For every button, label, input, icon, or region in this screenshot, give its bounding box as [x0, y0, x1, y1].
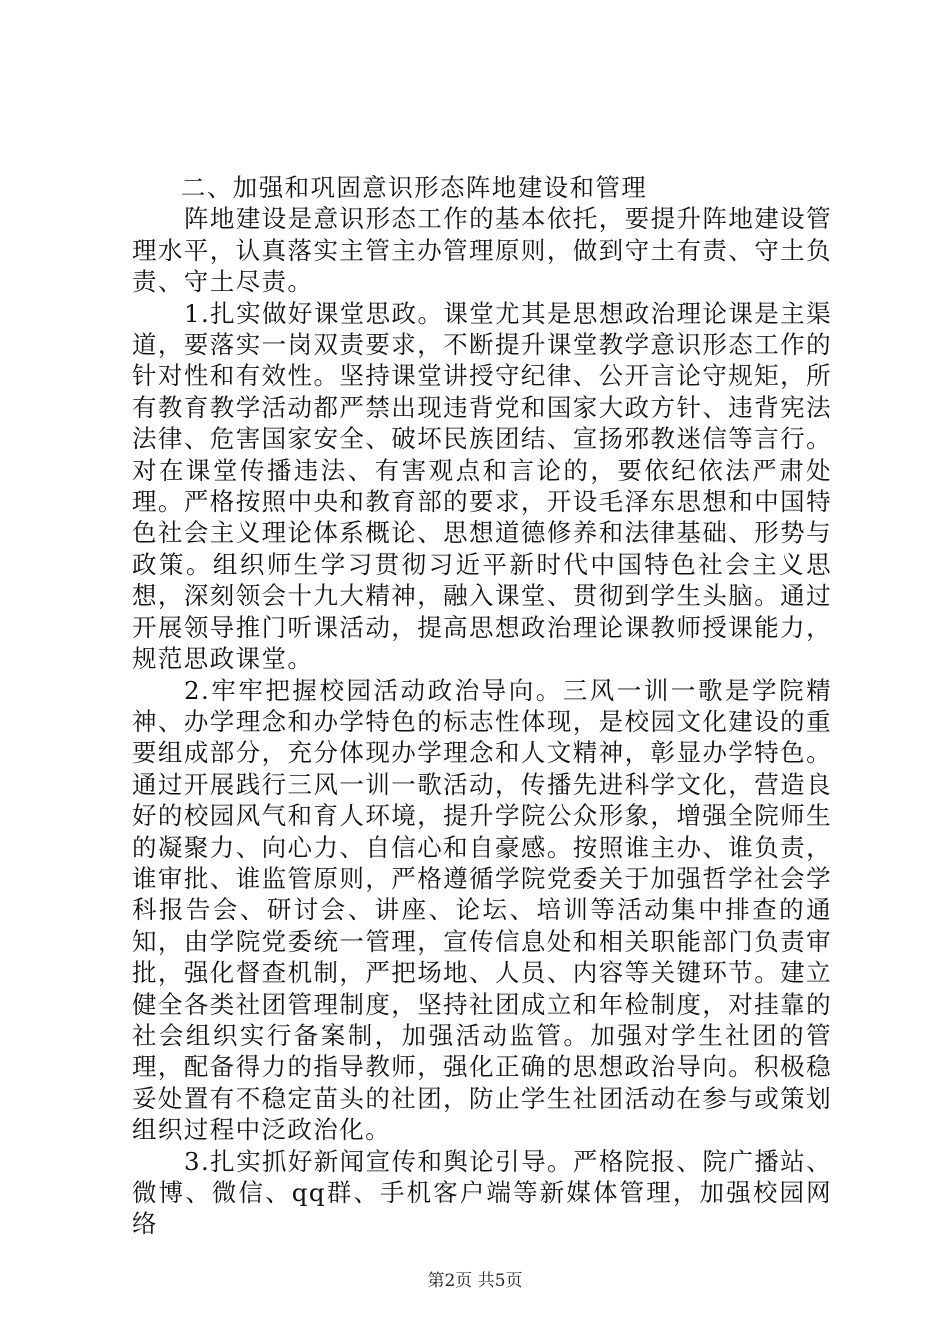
paragraph-item-3: 3.扎实抓好新闻宣传和舆论引导。严格院报、院广播站、微博、微信、qq群、手机客户端等新媒体管理，加强校园网络 — [132, 1146, 832, 1239]
paragraph-item-1: 1.扎实做好课堂思政。课堂尤其是思想政治理论课是主渠道，要落实一岗双责要求，不断提升课堂教学意识形态工作的针对性和有效性。坚持课堂讲授守纪律、公开言论守规矩，所有教育教学活动都严禁出现违背党和国家大政方针、违背宪法法律、危害国家安全、破坏民族团结、宣扬邪教迷信等言行。对在课堂传播违法、有害观点和言论的，要依纪依法严肃处理。严格按照中央和教育部的要求，开设毛泽东思想和中国特色社会主义理论体系概论、思想道德修养和法律基础、形势与政策。组织师生学习贯彻习近平新时代中国特色社会主义思想，深刻领会十九大精神，融入课堂、贯彻到学生头脑。通过开展领导推门听课活动，提高思想政治理论课教师授课能力，规范思政课堂。 — [132, 298, 832, 674]
document-body — [132, 172, 832, 1240]
page-number-footer: 第2页 共5页 — [427, 1271, 523, 1291]
section-heading: 二、加强和巩固意识形态阵地建设和管理 — [181, 173, 648, 202]
paragraph-intro: 阵地建设是意识形态工作的基本依托，要提升阵地建设管理水平，认真落实主管主办管理原则，做到守土有责、守土负责、守土尽责。 — [132, 204, 832, 297]
paragraph-item-2: 2.牢牢把握校园活动政治导向。三风一训一歌是学院精神、办学理念和办学特色的标志性体现，是校园文化建设的重要组成部分，充分体现办学理念和人文精神，彰显办学特色。通过开展践行三风一训一歌活动，传播先进科学文化，营造良好的校园风气和育人环境，提升学院公众形象，增强全院师生的凝聚力、向心力、自信心和自豪感。按照谁主办、谁负责，谁审批、谁监管原则，严格遵循学院党委关于加强哲学社会学科报告会、研讨会、讲座、论坛、培训等活动集中排查的通知，由学院党委统一管理，宣传信息处和相关职能部门负责审批，强化督查机制，严把场地、人员、内容等关键环节。建立健全各类社团管理制度，坚持社团成立和年检制度，对挂靠的社会组织实行备案制，加强活动监管。加强对学生社团的管理，配备得力的指导教师，强化正确的思想政治导向。积极稳妥处置有不稳定苗头的社团，防止学生社团活动在参与或策划组织过程中泛政治化。 — [132, 675, 832, 1145]
